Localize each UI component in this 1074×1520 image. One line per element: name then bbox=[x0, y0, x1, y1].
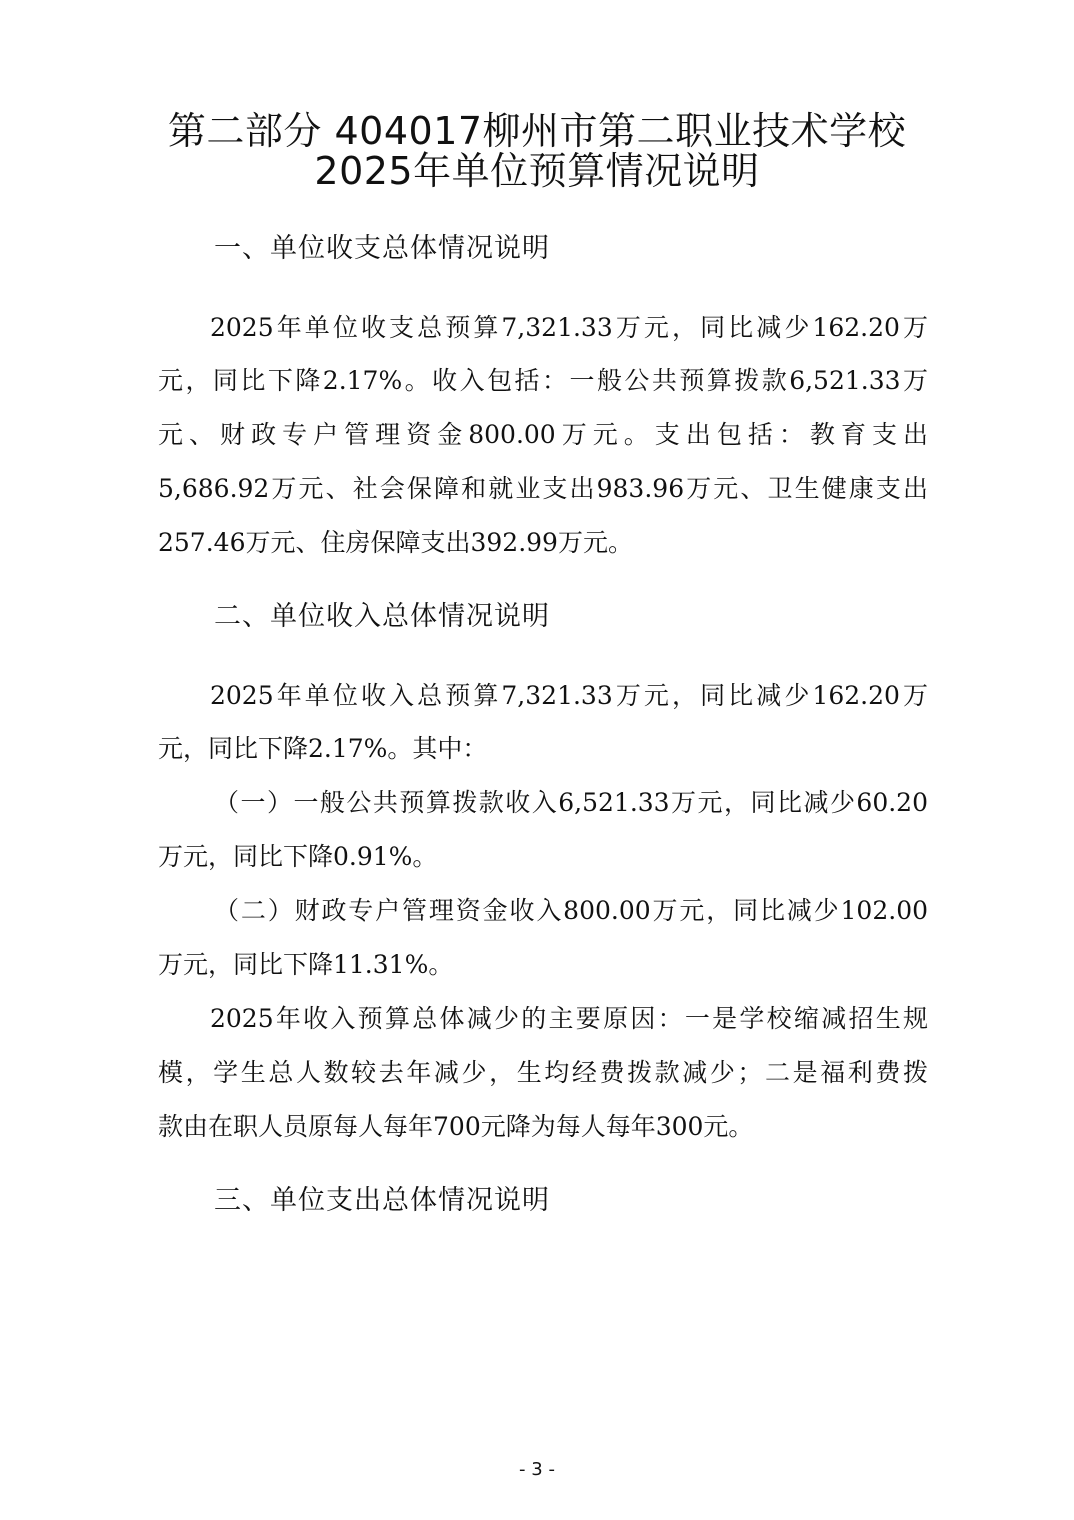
page-number: - 3 - bbox=[519, 1459, 555, 1480]
section-heading-2: 二、单位收入总体情况说明 bbox=[214, 601, 550, 632]
paragraph-line: 2025年单位收入总预算7,321.33万元，同比减少162.20万 bbox=[210, 681, 928, 710]
paragraph-line: 2025年收入预算总体减少的主要原因：一是学校缩减招生规 bbox=[210, 1004, 928, 1033]
section-heading-1: 一、单位收支总体情况说明 bbox=[214, 233, 550, 264]
paragraph-line: 5,686.92万元、社会保障和就业支出983.96万元、卫生健康支出 bbox=[158, 474, 928, 503]
paragraph-line: 2025年单位收支总预算7,321.33万元，同比减少162.20万 bbox=[210, 313, 928, 342]
paragraph-line: （一）一般公共预算拨款收入6,521.33万元，同比减少60.20 bbox=[214, 788, 928, 817]
paragraph-line: 257.46万元、住房保障支出392.99万元。 bbox=[158, 528, 633, 557]
paragraph-line: 模，学生总人数较去年减少，生均经费拨款减少；二是福利费拨 bbox=[158, 1058, 928, 1087]
paragraph-line: 万元，同比下降0.91%。 bbox=[158, 842, 438, 871]
paragraph-line: 万元，同比下降11.31%。 bbox=[158, 950, 454, 979]
document-title-line-2: 2025年单位预算情况说明 bbox=[314, 149, 760, 193]
paragraph-line: （二）财政专户管理资金收入800.00万元，同比减少102.00 bbox=[214, 896, 928, 925]
paragraph-line: 元、财政专户管理资金800.00万元。支出包括：教育支出 bbox=[158, 420, 928, 449]
paragraph-line: 元，同比下降2.17%。其中： bbox=[158, 734, 488, 763]
paragraph-line: 款由在职人员原每人每年700元降为每人每年300元。 bbox=[158, 1112, 754, 1141]
paragraph-line: 元，同比下降2.17%。收入包括：一般公共预算拨款6,521.33万 bbox=[158, 366, 928, 395]
document-title-line-1: 第二部分 404017柳州市第二职业技术学校 bbox=[167, 109, 907, 153]
section-heading-3: 三、单位支出总体情况说明 bbox=[214, 1185, 550, 1216]
